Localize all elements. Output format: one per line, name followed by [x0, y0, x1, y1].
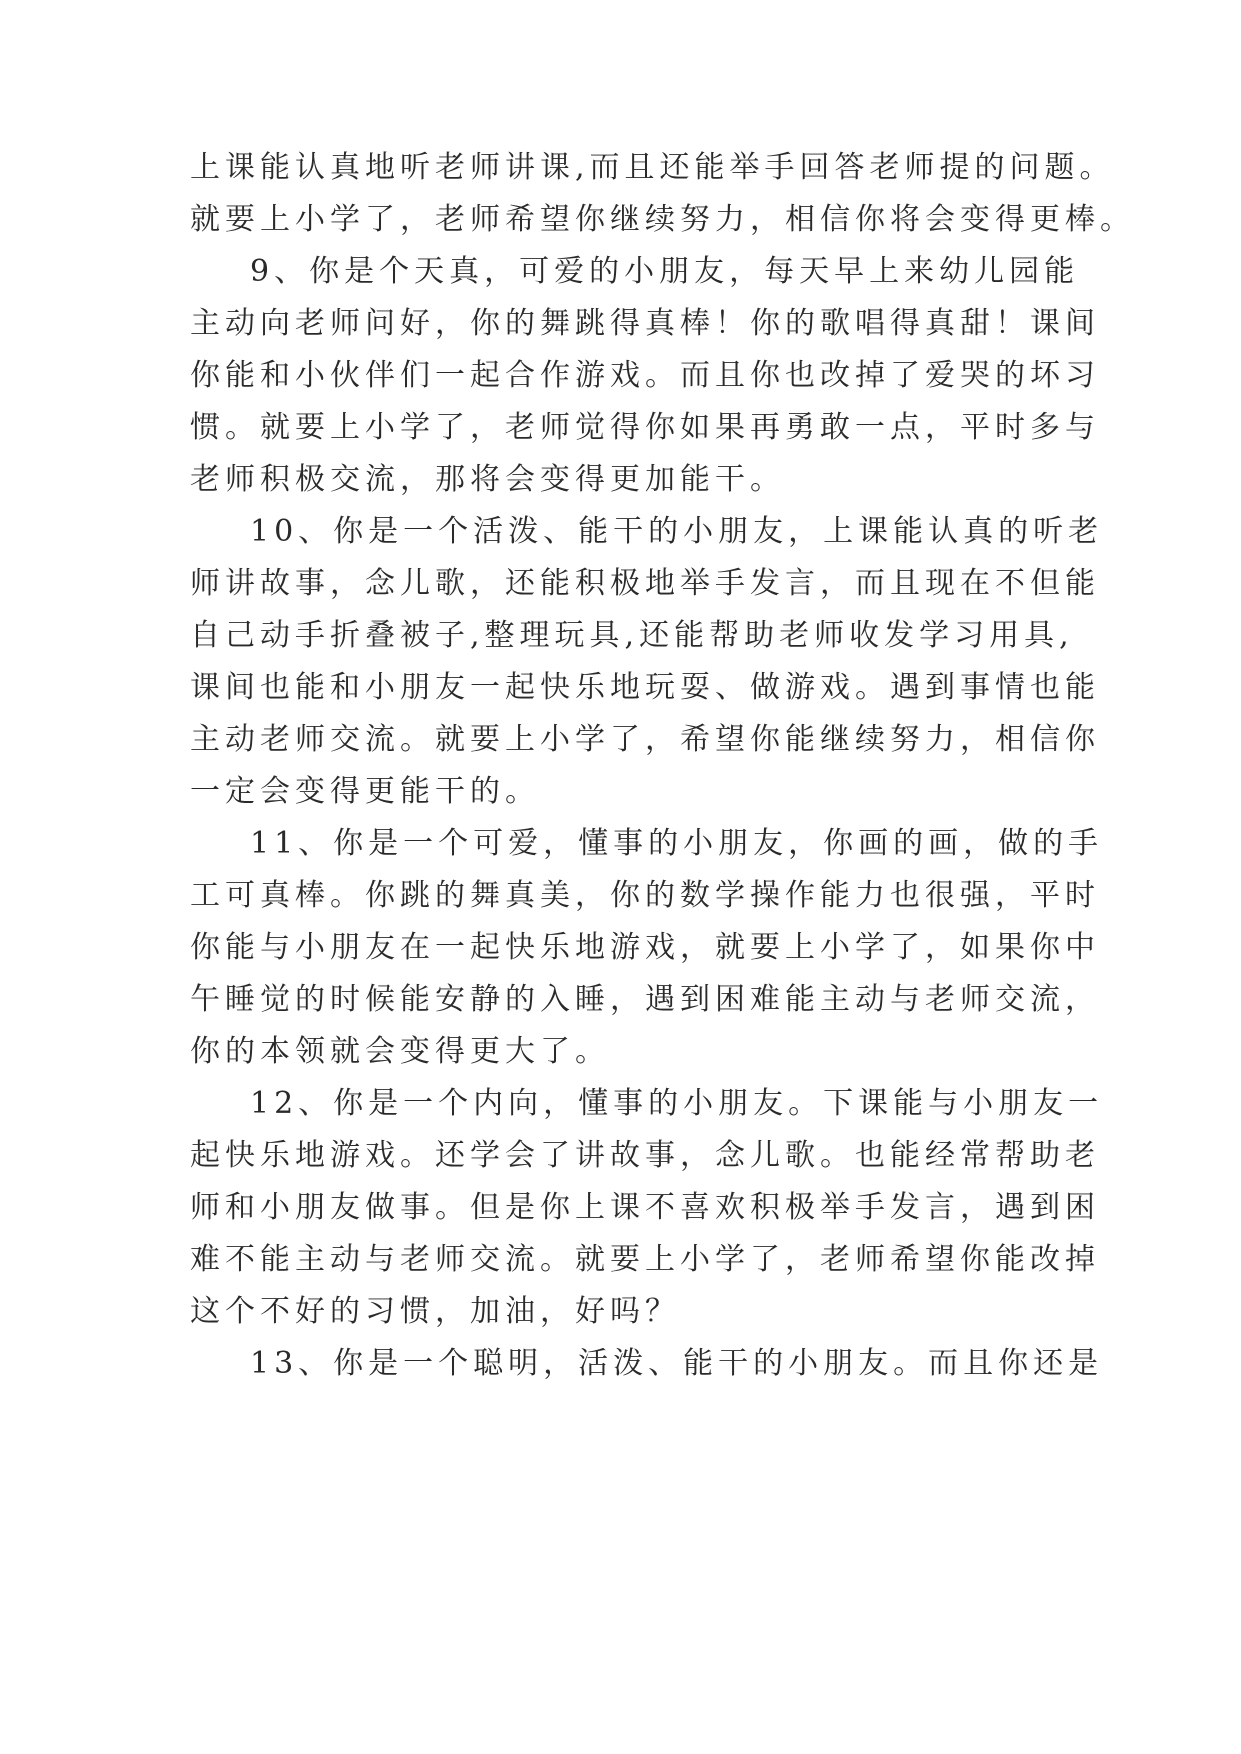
- text-line: 你的本领就会变得更大了。: [190, 1034, 610, 1069]
- text-line: 惯。就要上小学了，老师觉得你如果再勇敢一点，平时多与: [190, 410, 1100, 445]
- text-line: 课间也能和小朋友一起快乐地玩耍、做游戏。遇到事情也能: [190, 670, 1100, 705]
- text-line: 11、你是一个可爱，懂事的小朋友，你画的画，做的手: [250, 826, 1104, 861]
- text-line: 起快乐地游戏。还学会了讲故事，念儿歌。也能经常帮助老: [190, 1138, 1100, 1173]
- text-line: 主动向老师问好，你的舞跳得真棒！你的歌唱得真甜！课间: [190, 306, 1100, 341]
- text-line: 工可真棒。你跳的舞真美，你的数学操作能力也很强，平时: [190, 878, 1100, 913]
- text-line: 你能与小朋友在一起快乐地游戏，就要上小学了，如果你中: [190, 930, 1100, 965]
- text-line: 师讲故事，念儿歌，还能积极地举手发言，而且现在不但能: [190, 566, 1100, 601]
- text-line: 主动老师交流。就要上小学了，希望你能继续努力，相信你: [190, 722, 1100, 757]
- text-line: 自己动手折叠被子,整理玩具,还能帮助老师收发学习用具,: [190, 618, 1074, 653]
- text-line: 上课能认真地听老师讲课,而且还能举手回答老师提的问题。: [190, 150, 1115, 185]
- text-line: 13、你是一个聪明，活泼、能干的小朋友。而且你还是: [250, 1346, 1104, 1381]
- text-line: 这个不好的习惯，加油，好吗？: [190, 1294, 680, 1329]
- text-line: 老师积极交流，那将会变得更加能干。: [190, 462, 785, 497]
- text-line: 一定会变得更能干的。: [190, 774, 540, 809]
- text-line: 10、你是一个活泼、能干的小朋友，上课能认真的听老: [250, 514, 1104, 549]
- text-line: 师和小朋友做事。但是你上课不喜欢积极举手发言，遇到困: [190, 1190, 1100, 1225]
- text-line: 难不能主动与老师交流。就要上小学了，老师希望你能改掉: [190, 1242, 1100, 1277]
- text-line: 午睡觉的时候能安静的入睡，遇到困难能主动与老师交流，: [190, 982, 1100, 1017]
- text-line: 12、你是一个内向，懂事的小朋友。下课能与小朋友一: [250, 1086, 1104, 1121]
- text-line: 9、你是个天真，可爱的小朋友，每天早上来幼儿园能: [250, 254, 1080, 289]
- text-line: 你能和小伙伴们一起合作游戏。而且你也改掉了爱哭的坏习: [190, 358, 1100, 393]
- text-line: 就要上小学了，老师希望你继续努力，相信你将会变得更棒。: [190, 202, 1135, 237]
